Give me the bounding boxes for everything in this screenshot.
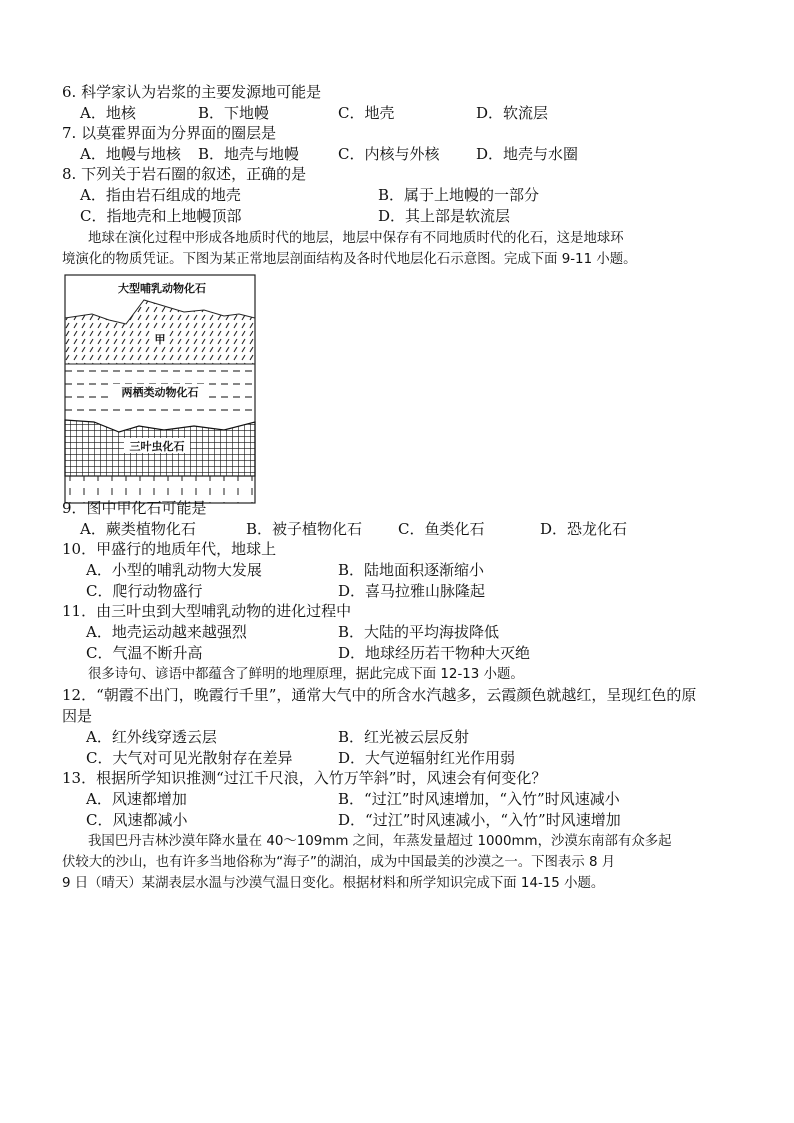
passage-3-line-3: 9 日（晴天）某湖表层水温与沙漠气温日变化。根据材料和所学知识完成下面 14-15 小题。 <box>62 876 605 891</box>
q13-option-c: C．风速都减小 <box>86 811 188 829</box>
label-jia: 甲 <box>154 333 166 346</box>
q9-option-a: A．蕨类植物化石 <box>80 520 196 538</box>
q9-option-c: C．鱼类化石 <box>398 520 485 538</box>
question-13-stem: 13．根据所学知识推测“过江千尺浪，入竹万竿斜”时，风速会有何变化？ <box>62 769 547 787</box>
q6-option-b: B．下地幔 <box>198 104 270 122</box>
q10-option-d: D．喜马拉雅山脉隆起 <box>338 582 486 600</box>
q12-option-d: D．大气逆辐射红光作用弱 <box>338 749 516 767</box>
question-9-stem: 9．图中甲化石可能是 <box>62 499 207 517</box>
question-12-stem-line-1: 12．“朝霞不出门，晚霞行千里”，通常大气中的所含水汽越多，云霞颜色就越红，呈现红色的原 <box>62 686 697 704</box>
q9-option-b: B．被子植物化石 <box>246 520 363 538</box>
passage-1-line-1: 地球在演化过程中形成各地质时代的地层，地层中保存有不同地质时代的化石，这是地球环 <box>88 231 624 246</box>
question-11-stem: 11．由三叶虫到大型哺乳动物的进化过程中 <box>62 602 352 620</box>
q8-option-c: C．指地壳和上地幔顶部 <box>80 207 242 225</box>
stratum-section-figure <box>64 274 256 504</box>
label-trilobite-fossil: 三叶虫化石 <box>129 440 185 453</box>
q7-option-a: A．地幔与地核 <box>80 145 181 163</box>
passage-2: 很多诗句、谚语中都蕴含了鲜明的地理原理，据此完成下面 12-13 小题。 <box>88 667 524 682</box>
q12-option-b: B．红光被云层反射 <box>338 728 470 746</box>
passage-3-line-2: 伏较大的沙山，也有许多当地俗称为“海子”的湖泊，成为中国最美的沙漠之一。下图表示 8 月 <box>62 855 616 870</box>
label-amphibian-fossil: 两栖类动物化石 <box>121 386 199 399</box>
q11-option-a: A．地壳运动越来越强烈 <box>86 623 247 641</box>
question-8-stem: 8. 下列关于岩石圈的叙述，正确的是 <box>62 165 307 183</box>
passage-3-line-1: 我国巴丹吉林沙漠年降水量在 40～109mm 之间，年蒸发量超过 1000mm，沙漠东南部有众多起 <box>88 834 672 849</box>
question-6-stem: 6. 科学家认为岩浆的主要发源地可能是 <box>62 83 322 101</box>
label-large-mammal-fossil: 大型哺乳动物化石 <box>118 282 206 295</box>
q13-option-b: B．“过江”时风速增加，“入竹”时风速减小 <box>338 790 620 808</box>
q6-option-d: D．软流层 <box>476 104 549 122</box>
q8-option-a: A．指由岩石组成的地壳 <box>80 186 241 204</box>
q13-option-a: A．风速都增加 <box>86 790 187 808</box>
q11-option-c: C．气温不断升高 <box>86 644 203 662</box>
q10-option-a: A．小型的哺乳动物大发展 <box>86 561 262 579</box>
q7-option-b: B．地壳与地幔 <box>198 145 300 163</box>
q13-option-d: D．“过江”时风速减小，“入竹”时风速增加 <box>338 811 621 829</box>
q7-option-c: C．内核与外核 <box>338 145 440 163</box>
q11-option-b: B．大陆的平均海拔降低 <box>338 623 500 641</box>
q11-option-d: D．地球经历若干物种大灭绝 <box>338 644 531 662</box>
q12-option-a: A．红外线穿透云层 <box>86 728 217 746</box>
q10-option-c: C．爬行动物盛行 <box>86 582 203 600</box>
q6-option-c: C．地壳 <box>338 104 395 122</box>
q9-option-d: D．恐龙化石 <box>540 520 628 538</box>
q10-option-b: B．陆地面积逐渐缩小 <box>338 561 485 579</box>
question-12-stem-line-2: 因是 <box>62 707 93 725</box>
question-10-stem: 10．甲盛行的地质年代，地球上 <box>62 540 277 558</box>
q8-option-b: B．属于上地幔的一部分 <box>378 186 540 204</box>
q7-option-d: D．地壳与水圈 <box>476 145 579 163</box>
q12-option-c: C．大气对可见光散射存在差异 <box>86 749 293 767</box>
q8-option-d: D．其上部是软流层 <box>378 207 511 225</box>
q6-option-a: A．地核 <box>80 104 136 122</box>
question-7-stem: 7. 以莫霍界面为分界面的圈层是 <box>62 124 277 142</box>
passage-1-line-2: 境演化的物质凭证。下图为某正常地层剖面结构及各时代地层化石示意图。完成下面 9-11 小题。 <box>62 252 637 267</box>
